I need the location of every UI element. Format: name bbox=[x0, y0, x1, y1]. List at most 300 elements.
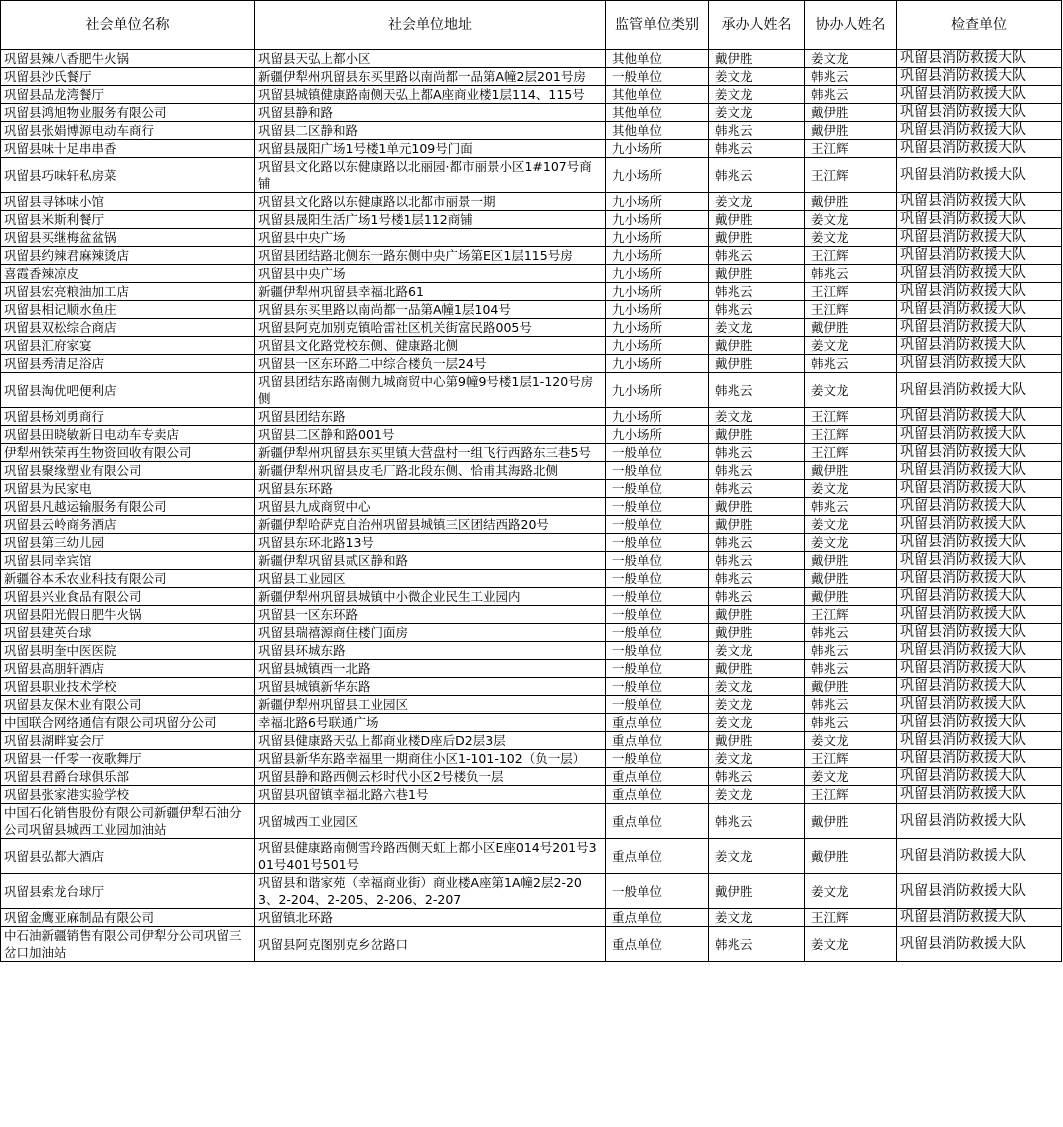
unit-address-cell: 巩留县新华东路幸福里一期商住小区1-101-102（负一层） bbox=[255, 750, 606, 768]
assistant-cell: 韩兆云 bbox=[805, 624, 897, 642]
assistant-cell: 韩兆云 bbox=[805, 265, 897, 283]
category-cell: 重点单位 bbox=[606, 768, 709, 786]
category-cell: 一般单位 bbox=[606, 588, 709, 606]
category-cell: 一般单位 bbox=[606, 660, 709, 678]
inspection-unit-cell: 巩留县消防救援大队 bbox=[897, 211, 1062, 229]
unit-address-cell: 新疆伊犁州巩留县工业园区 bbox=[255, 696, 606, 714]
assistant-cell: 姜文龙 bbox=[805, 211, 897, 229]
table-row bbox=[1, 714, 1062, 732]
category-cell: 一般单位 bbox=[606, 68, 709, 86]
inspection-unit-cell: 巩留县消防救援大队 bbox=[897, 337, 1062, 355]
category-cell: 九小场所 bbox=[606, 247, 709, 265]
category-cell: 重点单位 bbox=[606, 927, 709, 962]
inspection-unit-cell: 巩留县消防救援大队 bbox=[897, 480, 1062, 498]
table-row bbox=[1, 104, 1062, 122]
unit-address-cell: 巩留县一区东环路 bbox=[255, 606, 606, 624]
inspection-unit-cell: 巩留县消防救援大队 bbox=[897, 426, 1062, 444]
unit-name-cell: 巩留县职业技术学校 bbox=[1, 678, 255, 696]
inspection-unit-cell: 巩留县消防救援大队 bbox=[897, 696, 1062, 714]
unit-address-cell: 巩留县东环北路13号 bbox=[255, 534, 606, 552]
unit-name-cell: 巩留县辣八香肥牛火锅 bbox=[1, 50, 255, 68]
category-cell: 九小场所 bbox=[606, 229, 709, 247]
category-cell: 九小场所 bbox=[606, 140, 709, 158]
handler-cell: 姜文龙 bbox=[709, 678, 805, 696]
assistant-cell: 戴伊胜 bbox=[805, 839, 897, 874]
unit-name-cell: 巩留县张家港实验学校 bbox=[1, 786, 255, 804]
category-cell: 九小场所 bbox=[606, 373, 709, 408]
unit-address-cell: 巩留县二区静和路 bbox=[255, 122, 606, 140]
unit-address-cell: 巩留县城镇西一北路 bbox=[255, 660, 606, 678]
header-handler-name: 承办人姓名 bbox=[709, 1, 805, 50]
handler-cell: 戴伊胜 bbox=[709, 516, 805, 534]
unit-name-cell: 巩留县君爵台球俱乐部 bbox=[1, 768, 255, 786]
assistant-cell: 王江辉 bbox=[805, 247, 897, 265]
inspection-unit-cell: 巩留县消防救援大队 bbox=[897, 247, 1062, 265]
inspection-unit-cell: 巩留县消防救援大队 bbox=[897, 229, 1062, 247]
handler-cell: 戴伊胜 bbox=[709, 337, 805, 355]
table-row bbox=[1, 804, 1062, 839]
table-body bbox=[1, 50, 1062, 962]
inspection-unit-cell: 巩留县消防救援大队 bbox=[897, 373, 1062, 408]
table-row bbox=[1, 373, 1062, 408]
assistant-cell: 韩兆云 bbox=[805, 714, 897, 732]
inspection-unit-cell: 巩留县消防救援大队 bbox=[897, 319, 1062, 337]
assistant-cell: 姜文龙 bbox=[805, 927, 897, 962]
unit-address-cell: 巩留县文化路以东健康路以北丽园·都市丽景小区1#107号商铺 bbox=[255, 158, 606, 193]
unit-name-cell: 巩留县凡越运输服务有限公司 bbox=[1, 498, 255, 516]
header-supervision-category: 监管单位类别 bbox=[606, 1, 709, 50]
unit-name-cell: 巩留县双松综合商店 bbox=[1, 319, 255, 337]
table-row bbox=[1, 732, 1062, 750]
handler-cell: 姜文龙 bbox=[709, 909, 805, 927]
header-unit-name: 社会单位名称 bbox=[1, 1, 255, 50]
unit-name-cell: 巩留县田晓敏新日电动车专卖店 bbox=[1, 426, 255, 444]
unit-name-cell: 中国联合网络通信有限公司巩留分公司 bbox=[1, 714, 255, 732]
header-assistant-name: 协办人姓名 bbox=[805, 1, 897, 50]
handler-cell: 戴伊胜 bbox=[709, 732, 805, 750]
assistant-cell: 王江辉 bbox=[805, 444, 897, 462]
handler-cell: 姜文龙 bbox=[709, 193, 805, 211]
assistant-cell: 韩兆云 bbox=[805, 498, 897, 516]
unit-address-cell: 巩留县巩留镇幸福北路六巷1号 bbox=[255, 786, 606, 804]
table-row bbox=[1, 247, 1062, 265]
inspection-unit-cell: 巩留县消防救援大队 bbox=[897, 786, 1062, 804]
unit-address-cell: 巩留县阿克图别克乡岔路口 bbox=[255, 927, 606, 962]
table-row bbox=[1, 301, 1062, 319]
unit-name-cell: 巩留县同幸宾馆 bbox=[1, 552, 255, 570]
unit-address-cell: 新疆伊犁哈萨克自治州巩留县城镇三区团结西路20号 bbox=[255, 516, 606, 534]
unit-address-cell: 巩留县静和路 bbox=[255, 104, 606, 122]
table-row bbox=[1, 927, 1062, 962]
inspection-unit-cell: 巩留县消防救援大队 bbox=[897, 732, 1062, 750]
assistant-cell: 姜文龙 bbox=[805, 768, 897, 786]
table-row bbox=[1, 839, 1062, 874]
table-row bbox=[1, 444, 1062, 462]
assistant-cell: 姜文龙 bbox=[805, 373, 897, 408]
unit-address-cell: 巩留县天弘上都小区 bbox=[255, 50, 606, 68]
category-cell: 一般单位 bbox=[606, 750, 709, 768]
inspection-unit-cell: 巩留县消防救援大队 bbox=[897, 570, 1062, 588]
inspection-unit-cell: 巩留县消防救援大队 bbox=[897, 804, 1062, 839]
unit-name-cell: 巩留县明奎中医医院 bbox=[1, 642, 255, 660]
category-cell: 一般单位 bbox=[606, 696, 709, 714]
assistant-cell: 王江辉 bbox=[805, 426, 897, 444]
inspection-unit-cell: 巩留县消防救援大队 bbox=[897, 498, 1062, 516]
assistant-cell: 王江辉 bbox=[805, 283, 897, 301]
category-cell: 一般单位 bbox=[606, 462, 709, 480]
unit-address-cell: 巩留县和谐家苑（幸福商业街）商业楼A座第1A幢2层2-203、2-204、2-205、2-206、2-207 bbox=[255, 874, 606, 909]
inspection-unit-cell: 巩留县消防救援大队 bbox=[897, 624, 1062, 642]
unit-name-cell: 中国石化销售股份有限公司新疆伊犁石油分公司巩留县城西工业园加油站 bbox=[1, 804, 255, 839]
category-cell: 重点单位 bbox=[606, 714, 709, 732]
unit-name-cell: 巩留县巧味轩私房菜 bbox=[1, 158, 255, 193]
table-row bbox=[1, 229, 1062, 247]
unit-name-cell: 巩留县聚缘塑业有限公司 bbox=[1, 462, 255, 480]
unit-address-cell: 新疆伊犁州巩留县东买里镇大营盘村一组飞行西路东三巷5号 bbox=[255, 444, 606, 462]
inspection-unit-cell: 巩留县消防救援大队 bbox=[897, 265, 1062, 283]
assistant-cell: 姜文龙 bbox=[805, 516, 897, 534]
assistant-cell: 戴伊胜 bbox=[805, 193, 897, 211]
inspection-unit-cell: 巩留县消防救援大队 bbox=[897, 104, 1062, 122]
assistant-cell: 王江辉 bbox=[805, 750, 897, 768]
category-cell: 九小场所 bbox=[606, 337, 709, 355]
table-row bbox=[1, 588, 1062, 606]
unit-address-cell: 巩留县团结东路南侧九城商贸中心第9幢9号楼1层1-120号房侧 bbox=[255, 373, 606, 408]
handler-cell: 韩兆云 bbox=[709, 462, 805, 480]
assistant-cell: 戴伊胜 bbox=[805, 678, 897, 696]
unit-address-cell: 巩留县阿克加别克镇哈雷社区机关街富民路005号 bbox=[255, 319, 606, 337]
assistant-cell: 姜文龙 bbox=[805, 50, 897, 68]
inspection-unit-cell: 巩留县消防救援大队 bbox=[897, 50, 1062, 68]
unit-address-cell: 巩留县东买里路以南尚都一品第A幢1层104号 bbox=[255, 301, 606, 319]
unit-address-cell: 幸福北路6号联通广场 bbox=[255, 714, 606, 732]
inspection-unit-cell: 巩留县消防救援大队 bbox=[897, 301, 1062, 319]
table-row bbox=[1, 50, 1062, 68]
handler-cell: 姜文龙 bbox=[709, 714, 805, 732]
unit-name-cell: 巩留县约辣君麻辣烫店 bbox=[1, 247, 255, 265]
category-cell: 一般单位 bbox=[606, 534, 709, 552]
table-row bbox=[1, 909, 1062, 927]
unit-address-cell: 新疆伊犁州巩留县皮毛厂路北段东侧、恰甫其海路北侧 bbox=[255, 462, 606, 480]
handler-cell: 姜文龙 bbox=[709, 696, 805, 714]
assistant-cell: 戴伊胜 bbox=[805, 588, 897, 606]
table-row bbox=[1, 516, 1062, 534]
handler-cell: 姜文龙 bbox=[709, 68, 805, 86]
assistant-cell: 姜文龙 bbox=[805, 732, 897, 750]
unit-address-cell: 巩留县文化路以东健康路以北都市丽景一期 bbox=[255, 193, 606, 211]
handler-cell: 姜文龙 bbox=[709, 642, 805, 660]
category-cell: 一般单位 bbox=[606, 642, 709, 660]
unit-address-cell: 巩留县晟阳广场1号楼1单元109号门面 bbox=[255, 140, 606, 158]
handler-cell: 戴伊胜 bbox=[709, 624, 805, 642]
assistant-cell: 戴伊胜 bbox=[805, 804, 897, 839]
handler-cell: 韩兆云 bbox=[709, 534, 805, 552]
table-row bbox=[1, 624, 1062, 642]
unit-name-cell: 巩留县阳光假日肥牛火锅 bbox=[1, 606, 255, 624]
category-cell: 九小场所 bbox=[606, 426, 709, 444]
assistant-cell: 韩兆云 bbox=[805, 696, 897, 714]
category-cell: 一般单位 bbox=[606, 606, 709, 624]
assistant-cell: 王江辉 bbox=[805, 408, 897, 426]
handler-cell: 戴伊胜 bbox=[709, 229, 805, 247]
category-cell: 一般单位 bbox=[606, 480, 709, 498]
assistant-cell: 王江辉 bbox=[805, 909, 897, 927]
assistant-cell: 王江辉 bbox=[805, 786, 897, 804]
handler-cell: 戴伊胜 bbox=[709, 426, 805, 444]
handler-cell: 姜文龙 bbox=[709, 750, 805, 768]
assistant-cell: 姜文龙 bbox=[805, 337, 897, 355]
unit-name-cell: 巩留县宏亮粮油加工店 bbox=[1, 283, 255, 301]
category-cell: 重点单位 bbox=[606, 804, 709, 839]
inspection-unit-cell: 巩留县消防救援大队 bbox=[897, 122, 1062, 140]
table-row bbox=[1, 211, 1062, 229]
handler-cell: 韩兆云 bbox=[709, 247, 805, 265]
header-unit-address: 社会单位地址 bbox=[255, 1, 606, 50]
table-row bbox=[1, 498, 1062, 516]
assistant-cell: 韩兆云 bbox=[805, 660, 897, 678]
header-inspection-unit: 检查单位 bbox=[897, 1, 1062, 50]
inspection-unit-cell: 巩留县消防救援大队 bbox=[897, 678, 1062, 696]
handler-cell: 姜文龙 bbox=[709, 86, 805, 104]
inspection-unit-cell: 巩留县消防救援大队 bbox=[897, 588, 1062, 606]
inspection-unit-cell: 巩留县消防救援大队 bbox=[897, 552, 1062, 570]
handler-cell: 戴伊胜 bbox=[709, 498, 805, 516]
table-row bbox=[1, 534, 1062, 552]
inspection-unit-cell: 巩留县消防救援大队 bbox=[897, 283, 1062, 301]
inspection-unit-cell: 巩留县消防救援大队 bbox=[897, 642, 1062, 660]
assistant-cell: 韩兆云 bbox=[805, 355, 897, 373]
unit-name-cell: 巩留县一仟零一夜歌舞厅 bbox=[1, 750, 255, 768]
category-cell: 重点单位 bbox=[606, 839, 709, 874]
unit-address-cell: 巩留县健康路天弘上都商业楼D座后D2层3层 bbox=[255, 732, 606, 750]
handler-cell: 戴伊胜 bbox=[709, 355, 805, 373]
unit-address-cell: 巩留县工业园区 bbox=[255, 570, 606, 588]
unit-address-cell: 巩留县二区静和路001号 bbox=[255, 426, 606, 444]
inspection-unit-cell: 巩留县消防救援大队 bbox=[897, 140, 1062, 158]
category-cell: 一般单位 bbox=[606, 570, 709, 588]
unit-name-cell: 巩留县高朋轩酒店 bbox=[1, 660, 255, 678]
handler-cell: 姜文龙 bbox=[709, 839, 805, 874]
assistant-cell: 戴伊胜 bbox=[805, 570, 897, 588]
assistant-cell: 韩兆云 bbox=[805, 642, 897, 660]
handler-cell: 韩兆云 bbox=[709, 768, 805, 786]
unit-address-cell: 巩留县静和路西侧云杉时代小区2号楼负一层 bbox=[255, 768, 606, 786]
unit-name-cell: 巩留县买继梅盆盆锅 bbox=[1, 229, 255, 247]
assistant-cell: 韩兆云 bbox=[805, 86, 897, 104]
handler-cell: 姜文龙 bbox=[709, 786, 805, 804]
category-cell: 九小场所 bbox=[606, 193, 709, 211]
unit-address-cell: 巩留城西工业园区 bbox=[255, 804, 606, 839]
unit-address-cell: 巩留县一区东环路二中综合楼负一层24号 bbox=[255, 355, 606, 373]
category-cell: 重点单位 bbox=[606, 732, 709, 750]
handler-cell: 韩兆云 bbox=[709, 570, 805, 588]
unit-name-cell: 巩留县弘都大酒店 bbox=[1, 839, 255, 874]
unit-name-cell: 巩留县鸿旭物业服务有限公司 bbox=[1, 104, 255, 122]
unit-address-cell: 新疆伊犁巩留县贰区静和路 bbox=[255, 552, 606, 570]
category-cell: 九小场所 bbox=[606, 211, 709, 229]
unit-address-cell: 巩留县团结路北侧东一路东侧中央广场第E区1层115号房 bbox=[255, 247, 606, 265]
table-row bbox=[1, 265, 1062, 283]
header-row bbox=[1, 1, 1062, 50]
category-cell: 重点单位 bbox=[606, 786, 709, 804]
assistant-cell: 戴伊胜 bbox=[805, 552, 897, 570]
unit-address-cell: 新疆伊犁州巩留县城镇中小微企业民生工业园内 bbox=[255, 588, 606, 606]
handler-cell: 戴伊胜 bbox=[709, 606, 805, 624]
table-row bbox=[1, 552, 1062, 570]
assistant-cell: 王江辉 bbox=[805, 158, 897, 193]
table-row bbox=[1, 193, 1062, 211]
handler-cell: 韩兆云 bbox=[709, 444, 805, 462]
assistant-cell: 姜文龙 bbox=[805, 229, 897, 247]
table-row bbox=[1, 158, 1062, 193]
table-row bbox=[1, 696, 1062, 714]
handler-cell: 韩兆云 bbox=[709, 552, 805, 570]
unit-address-cell: 巩留镇北环路 bbox=[255, 909, 606, 927]
category-cell: 一般单位 bbox=[606, 874, 709, 909]
unit-address-cell: 巩留县东环路 bbox=[255, 480, 606, 498]
table-row bbox=[1, 140, 1062, 158]
inspection-unit-cell: 巩留县消防救援大队 bbox=[897, 660, 1062, 678]
table-row bbox=[1, 408, 1062, 426]
category-cell: 其他单位 bbox=[606, 86, 709, 104]
unit-name-cell: 巩留县淘优吧便利店 bbox=[1, 373, 255, 408]
unit-address-cell: 巩留县城镇新华东路 bbox=[255, 678, 606, 696]
handler-cell: 韩兆云 bbox=[709, 588, 805, 606]
unit-name-cell: 巩留县云岭商务酒店 bbox=[1, 516, 255, 534]
category-cell: 九小场所 bbox=[606, 319, 709, 337]
unit-name-cell: 巩留县第三幼儿园 bbox=[1, 534, 255, 552]
handler-cell: 韩兆云 bbox=[709, 804, 805, 839]
category-cell: 其他单位 bbox=[606, 50, 709, 68]
assistant-cell: 韩兆云 bbox=[805, 68, 897, 86]
inspection-unit-cell: 巩留县消防救援大队 bbox=[897, 516, 1062, 534]
unit-name-cell: 巩留县寻钵味小馆 bbox=[1, 193, 255, 211]
inspection-unit-cell: 巩留县消防救援大队 bbox=[897, 606, 1062, 624]
table-row bbox=[1, 337, 1062, 355]
unit-address-cell: 巩留县环城东路 bbox=[255, 642, 606, 660]
handler-cell: 韩兆云 bbox=[709, 301, 805, 319]
category-cell: 一般单位 bbox=[606, 678, 709, 696]
handler-cell: 韩兆云 bbox=[709, 283, 805, 301]
handler-cell: 戴伊胜 bbox=[709, 874, 805, 909]
unit-address-cell: 巩留县中央广场 bbox=[255, 229, 606, 247]
table-row bbox=[1, 319, 1062, 337]
unit-address-cell: 新疆伊犁州巩留县东买里路以南尚都一品第A幢2层201号房 bbox=[255, 68, 606, 86]
unit-address-cell: 巩留县健康路南侧雪玲路西侧天虹上都小区E座014号201号301号401号501号 bbox=[255, 839, 606, 874]
handler-cell: 韩兆云 bbox=[709, 122, 805, 140]
unit-name-cell: 巩留县友保木业有限公司 bbox=[1, 696, 255, 714]
assistant-cell: 王江辉 bbox=[805, 301, 897, 319]
assistant-cell: 王江辉 bbox=[805, 140, 897, 158]
unit-name-cell: 巩留县湖畔宴会厅 bbox=[1, 732, 255, 750]
unit-name-cell: 巩留县张娟博源电动车商行 bbox=[1, 122, 255, 140]
unit-address-cell: 巩留县晟阳生活广场1号楼1层112商铺 bbox=[255, 211, 606, 229]
inspection-unit-cell: 巩留县消防救援大队 bbox=[897, 68, 1062, 86]
unit-name-cell: 中石油新疆销售有限公司伊犁分公司巩留三岔口加油站 bbox=[1, 927, 255, 962]
unit-name-cell: 巩留县沙氏餐厅 bbox=[1, 68, 255, 86]
category-cell: 九小场所 bbox=[606, 158, 709, 193]
table-row bbox=[1, 874, 1062, 909]
handler-cell: 姜文龙 bbox=[709, 408, 805, 426]
inspection-unit-cell: 巩留县消防救援大队 bbox=[897, 158, 1062, 193]
unit-name-cell: 新疆谷本禾农业科技有限公司 bbox=[1, 570, 255, 588]
table-row bbox=[1, 355, 1062, 373]
unit-name-cell: 巩留县味十足串串香 bbox=[1, 140, 255, 158]
handler-cell: 韩兆云 bbox=[709, 158, 805, 193]
unit-address-cell: 巩留县中央广场 bbox=[255, 265, 606, 283]
unit-name-cell: 巩留县杨刘勇商行 bbox=[1, 408, 255, 426]
category-cell: 一般单位 bbox=[606, 624, 709, 642]
table-row bbox=[1, 786, 1062, 804]
assistant-cell: 戴伊胜 bbox=[805, 462, 897, 480]
category-cell: 九小场所 bbox=[606, 283, 709, 301]
assistant-cell: 姜文龙 bbox=[805, 480, 897, 498]
inspection-unit-cell: 巩留县消防救援大队 bbox=[897, 927, 1062, 962]
table-row bbox=[1, 122, 1062, 140]
unit-address-cell: 巩留县九成商贸中心 bbox=[255, 498, 606, 516]
inspection-unit-cell: 巩留县消防救援大队 bbox=[897, 193, 1062, 211]
table-row bbox=[1, 660, 1062, 678]
unit-address-cell: 新疆伊犁州巩留县幸福北路61 bbox=[255, 283, 606, 301]
unit-name-cell: 巩留金鹰亚麻制品有限公司 bbox=[1, 909, 255, 927]
unit-name-cell: 巩留县兴业食品有限公司 bbox=[1, 588, 255, 606]
category-cell: 九小场所 bbox=[606, 265, 709, 283]
handler-cell: 戴伊胜 bbox=[709, 50, 805, 68]
inspection-unit-cell: 巩留县消防救援大队 bbox=[897, 874, 1062, 909]
category-cell: 一般单位 bbox=[606, 516, 709, 534]
inspection-unit-cell: 巩留县消防救援大队 bbox=[897, 839, 1062, 874]
handler-cell: 韩兆云 bbox=[709, 927, 805, 962]
category-cell: 其他单位 bbox=[606, 104, 709, 122]
unit-name-cell: 巩留县汇府家宴 bbox=[1, 337, 255, 355]
assistant-cell: 姜文龙 bbox=[805, 534, 897, 552]
category-cell: 九小场所 bbox=[606, 408, 709, 426]
unit-address-cell: 巩留县瑞禧源商住楼门面房 bbox=[255, 624, 606, 642]
category-cell: 九小场所 bbox=[606, 355, 709, 373]
table-row bbox=[1, 678, 1062, 696]
inspection-unit-cell: 巩留县消防救援大队 bbox=[897, 444, 1062, 462]
inspection-unit-cell: 巩留县消防救援大队 bbox=[897, 909, 1062, 927]
unit-address-cell: 巩留县团结东路 bbox=[255, 408, 606, 426]
unit-name-cell: 伊犁州铁荣再生物资回收有限公司 bbox=[1, 444, 255, 462]
inspection-unit-cell: 巩留县消防救援大队 bbox=[897, 86, 1062, 104]
table-row bbox=[1, 68, 1062, 86]
handler-cell: 戴伊胜 bbox=[709, 211, 805, 229]
unit-name-cell: 巩留县相记顺水鱼庄 bbox=[1, 301, 255, 319]
category-cell: 重点单位 bbox=[606, 909, 709, 927]
table-row bbox=[1, 426, 1062, 444]
table-row bbox=[1, 570, 1062, 588]
inspection-unit-cell: 巩留县消防救援大队 bbox=[897, 750, 1062, 768]
handler-cell: 韩兆云 bbox=[709, 373, 805, 408]
handler-cell: 戴伊胜 bbox=[709, 265, 805, 283]
table-row bbox=[1, 768, 1062, 786]
inspection-unit-cell: 巩留县消防救援大队 bbox=[897, 462, 1062, 480]
unit-name-cell: 喜霞香辣凉皮 bbox=[1, 265, 255, 283]
table-row bbox=[1, 606, 1062, 624]
inspection-unit-cell: 巩留县消防救援大队 bbox=[897, 408, 1062, 426]
assistant-cell: 戴伊胜 bbox=[805, 104, 897, 122]
inspection-unit-cell: 巩留县消防救援大队 bbox=[897, 355, 1062, 373]
unit-address-cell: 巩留县文化路党校东侧、健康路北侧 bbox=[255, 337, 606, 355]
category-cell: 一般单位 bbox=[606, 444, 709, 462]
inspection-unit-cell: 巩留县消防救援大队 bbox=[897, 714, 1062, 732]
handler-cell: 韩兆云 bbox=[709, 140, 805, 158]
category-cell: 九小场所 bbox=[606, 301, 709, 319]
category-cell: 一般单位 bbox=[606, 552, 709, 570]
handler-cell: 姜文龙 bbox=[709, 319, 805, 337]
handler-cell: 姜文龙 bbox=[709, 104, 805, 122]
